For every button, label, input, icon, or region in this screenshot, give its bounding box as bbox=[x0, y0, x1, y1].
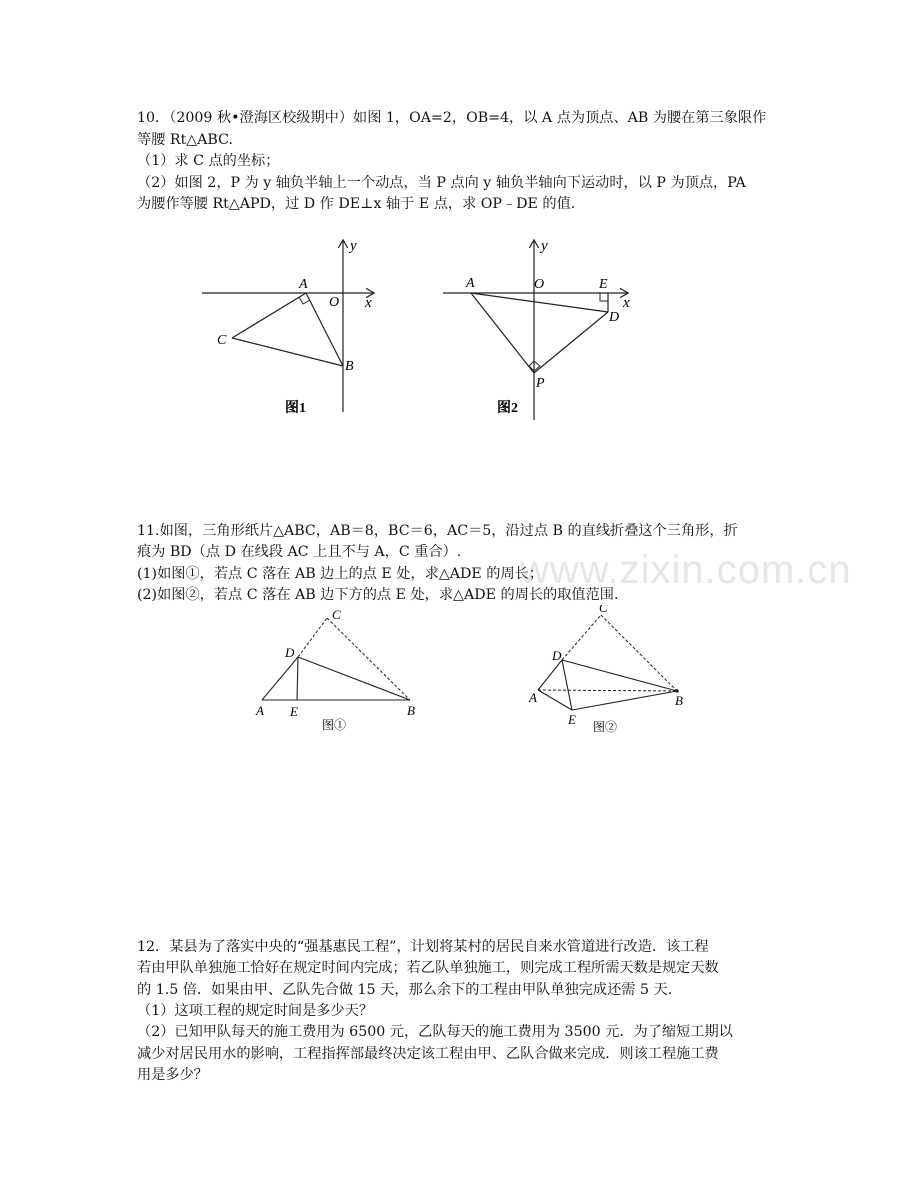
q10-line-2: 等腰 Rt△ABC. bbox=[137, 132, 233, 148]
label-a: A bbox=[466, 276, 475, 291]
label-d: D bbox=[609, 310, 620, 325]
label-e: E bbox=[290, 704, 298, 719]
segment-pd bbox=[534, 312, 608, 373]
label-p: P bbox=[536, 376, 545, 391]
segment-de bbox=[562, 660, 572, 710]
segment-ab bbox=[538, 690, 677, 691]
caption-fig-2: 图2 bbox=[497, 401, 518, 416]
q11-line-1: 11.如图，三角形纸片△ABC，AB＝8，BC＝6，AC＝5，沿过点 B 的直线折叠这个三角形，折 bbox=[137, 523, 738, 539]
q12-line-3: 的 1.5 倍．如果由甲、乙队先合做 15 天，那么余下的工程由甲队单独完成还需 5 天． bbox=[137, 982, 682, 998]
segment-ad bbox=[538, 660, 562, 690]
caption-fig-1: 图1 bbox=[285, 401, 306, 416]
caption-fig-2: 图② bbox=[593, 720, 618, 734]
label-c: C bbox=[599, 605, 608, 615]
label-b: B bbox=[407, 703, 415, 718]
q12-line-6: 减少对居民用水的影响，工程指挥部最终决定该工程由甲、乙队合做来完成．则该工程施工费 bbox=[137, 1046, 719, 1062]
label-c: C bbox=[332, 607, 341, 622]
label-y: y bbox=[350, 238, 357, 254]
q10-line-5: 为腰作等腰 Rt△APD，过 D 作 DE⊥x 轴于 E 点，求 OP﹣DE 的值. bbox=[137, 196, 576, 212]
label-y: y bbox=[541, 238, 548, 254]
q10-line-3: （1）求 C 点的坐标； bbox=[137, 153, 280, 169]
q11-line-2: 痕为 BD（点 D 在线段 AC 上且不与 A，C 重合）. bbox=[137, 544, 462, 560]
q11-figures bbox=[250, 605, 690, 735]
q11-line-4: (2)如图②，若点 C 落在 AB 边下方的点 E 处，求△ADE 的周长的取值范围. bbox=[137, 587, 619, 603]
label-a: A bbox=[299, 277, 308, 292]
q11-figure-1 bbox=[255, 607, 415, 732]
label-b: B bbox=[345, 359, 354, 374]
segment-ap bbox=[471, 293, 534, 373]
segment-dc bbox=[298, 618, 327, 657]
q11-line-3: (1)如图①，若点 C 落在 AB 边上的点 E 处，求△ADE 的周长； bbox=[137, 566, 544, 582]
label-c: C bbox=[217, 333, 227, 348]
segment-cb bbox=[601, 615, 677, 691]
segment-ac bbox=[232, 293, 306, 338]
q10-figures bbox=[195, 235, 645, 430]
segment-ae bbox=[538, 690, 572, 710]
segment-cb bbox=[232, 338, 343, 366]
segment-db bbox=[562, 660, 677, 691]
segment-db bbox=[298, 657, 410, 700]
q12-line-5: （2）已知甲队每天的施工费用为 6500 元，乙队每天的施工费用为 3500 元．为了缩短工期以 bbox=[137, 1024, 733, 1040]
segment-eb bbox=[572, 691, 677, 710]
q10-figure-2 bbox=[443, 238, 630, 420]
q10-line-1: 10．（2009 秋•澄海区校级期中）如图 1，OA=2，OB=4，以 A 点为顶点、AB 为腰在第三象限作 bbox=[137, 110, 767, 126]
segment-de bbox=[297, 657, 298, 700]
label-a: A bbox=[256, 703, 264, 718]
q12-line-2: 若由甲队单独施工恰好在规定时间内完成；若乙队单独施工，则完成工程所需天数是规定天数 bbox=[137, 960, 719, 976]
segment-ad bbox=[262, 657, 298, 700]
watermark: www.zixin.com.cn bbox=[520, 548, 852, 592]
segment-cb bbox=[327, 618, 410, 700]
q11-figure-2 bbox=[528, 605, 683, 734]
q12-line-1: 12．某县为了落实中央的“强基惠民工程”，计划将某村的居民自来水管道进行改造．该工程 bbox=[137, 939, 709, 955]
right-angle-mark-e bbox=[600, 293, 608, 301]
label-d: D bbox=[552, 648, 562, 663]
label-a: A bbox=[529, 690, 537, 705]
q10-figure-1 bbox=[202, 238, 373, 416]
label-e: E bbox=[599, 277, 608, 292]
label-x: x bbox=[623, 295, 630, 311]
label-o: O bbox=[329, 295, 340, 310]
label-d: D bbox=[285, 645, 295, 660]
segment-dc bbox=[562, 615, 601, 660]
segment-ad bbox=[471, 293, 608, 312]
label-b: B bbox=[675, 693, 683, 708]
caption-fig-1: 图① bbox=[322, 718, 347, 732]
q12-line-4: （1）这项工程的规定时间是多少天？ bbox=[137, 1003, 374, 1019]
label-x: x bbox=[365, 295, 372, 311]
label-e: E bbox=[568, 712, 576, 727]
label-o: O bbox=[534, 277, 545, 292]
q10-line-4: （2）如图 2，P 为 y 轴负半轴上一个动点，当 P 点向 y 轴负半轴向下运动时，以 P 为顶点，PA bbox=[137, 175, 746, 191]
q12-line-7: 用是多少？ bbox=[137, 1067, 208, 1083]
